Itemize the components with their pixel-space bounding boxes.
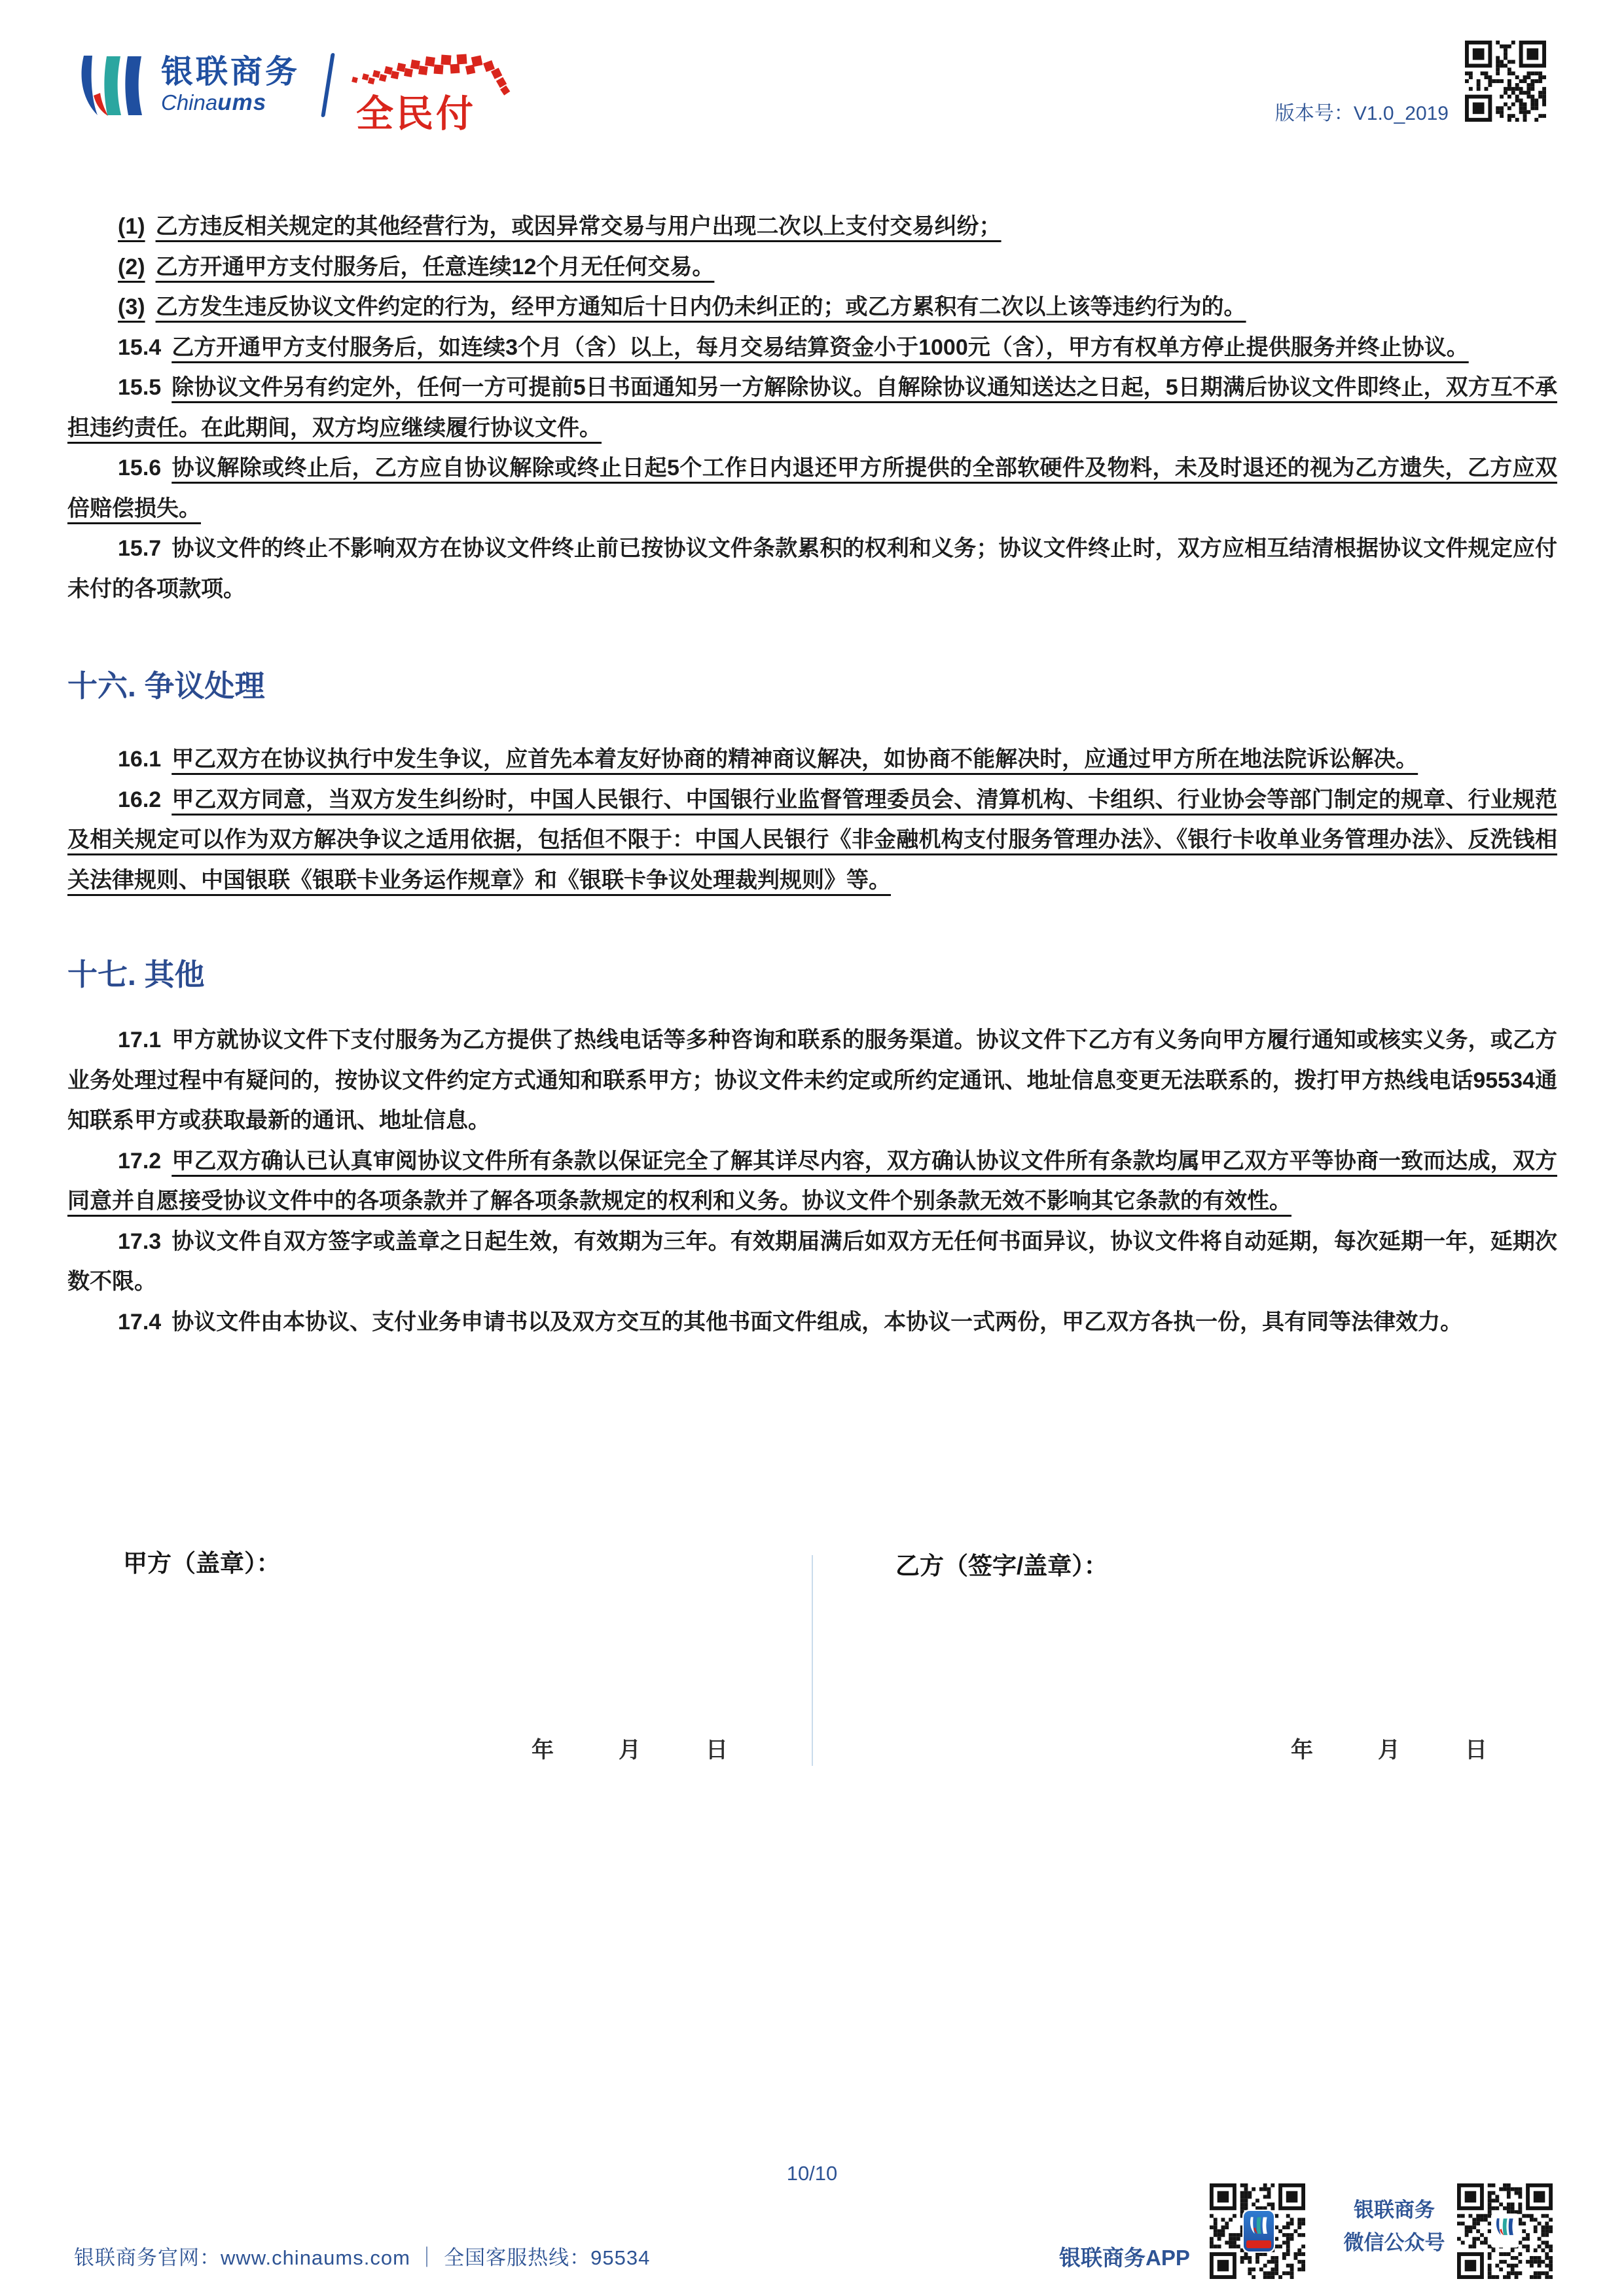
app-qr-label: 银联商务APP (1059, 2246, 1190, 2270)
clause-text: 协议文件自双方签字或盖章之日起生效，有效期为三年。有效期届满后如双方无任何书面异议，协议文件将自动延期，每次延期一年，延期次数不限。 (67, 1229, 1557, 1294)
clause-number: 16.2 (118, 787, 162, 812)
wechat-qr-code (1457, 2183, 1553, 2279)
clause-15-4 (67, 328, 1557, 368)
clause-text: 甲乙双方确认已认真审阅协议文件所有条款以保证完全了解其详尽内容，双方确认协议文件所有条款均属甲乙双方平等协商一致而达成，双方同意并自愿接受协议文件中的各项条款并了解各项条款规定的权利和义务。协议文件个别条款无效不影响其它条款的有效性。 (67, 1148, 1557, 1213)
contract-body (67, 207, 1557, 1342)
ums-logo-icon (73, 52, 151, 118)
clause-sub-1 (67, 207, 1557, 247)
clause-text: 甲乙双方在协议执行中发生争议，应首先本着友好协商的精神商议解决，如协商不能解决时，应通过甲方所在地法院诉讼解决。 (171, 747, 1418, 772)
day-label: 日 (1465, 1738, 1487, 1763)
month-label: 月 (619, 1738, 641, 1763)
clause-17-3 (67, 1222, 1557, 1302)
clause-text: 甲乙双方同意，当双方发生纠纷时，中国人民银行、中国银行业监督管理委员会、清算机构、卡组织、行业协会等部门制定的规章、行业规范及相关规定可以作为双方解决争议之适用依据，包括但不限于：中国人民银行《非金融机构支付服务管理办法》、《银行卡收单业务管理办法》、反洗钱相关法律规则、中国银联《银联卡业务运作规章》和《银联卡争议处理裁判规则》等。 (67, 787, 1557, 893)
day-label: 日 (706, 1738, 728, 1763)
clause-15-6 (67, 448, 1557, 529)
year-label: 年 (532, 1738, 554, 1763)
brand-name-cn: 银联商务 (161, 54, 300, 90)
clause-text: 乙方开通甲方支付服务后，如连续3个月（含）以上，每月交易结算资金小于1000元（含），甲方有权单方停止提供服务并终止协议。 (171, 334, 1469, 360)
footer-contact-line: 银联商务官网：www.chinaums.com ｜ 全国客服热线：95534 (74, 2246, 651, 2269)
app-qr-code (1210, 2183, 1305, 2279)
chinaums-logo (73, 50, 516, 135)
clause-text: 乙方发生违反协议文件约定的行为，经甲方通知后十日内仍未纠正的；或乙方累积有二次以上该等违约行为的。 (155, 295, 1246, 319)
party-b-sign-label: 乙方（签字/盖章）： (895, 1552, 1108, 1579)
clause-17-2 (67, 1141, 1557, 1222)
wechat-qr-label: 银联商务 微信公众号 (1343, 2198, 1445, 2254)
clause-16-1 (67, 740, 1557, 780)
app-icon (1242, 2210, 1275, 2253)
version-label: 版本号：V1.0_2019 (1274, 103, 1449, 124)
app-icon-banner (1246, 2240, 1271, 2248)
brand-name-en: Chinaums (161, 90, 267, 115)
quanminfu-logo (352, 50, 516, 135)
clause-number: 17.2 (118, 1148, 162, 1174)
party-b-date-line (1291, 1732, 1487, 1764)
month-label: 月 (1378, 1738, 1400, 1763)
clause-number: 15.5 (118, 375, 162, 400)
clause-text: 协议文件的终止不影响双方在协议文件终止前已按协议文件条款累积的权利和义务；协议文件终止时，双方应相互结清根据协议文件规定应付未付的各项款项。 (67, 536, 1557, 601)
clause-number: 16.1 (118, 747, 162, 772)
clause-text: 协议文件由本协议、支付业务申请书以及双方交互的其他书面文件组成，本协议一式两份，甲乙双方各执一份，具有同等法律效力。 (171, 1309, 1463, 1335)
clause-number: (3) (118, 295, 145, 319)
clause-number: 15.6 (118, 456, 162, 480)
version-qr-code (1465, 41, 1546, 122)
clause-sub-2 (67, 247, 1557, 288)
logo-divider (321, 53, 335, 117)
clause-sub-3 (67, 287, 1557, 328)
clause-text: 甲方就协议文件下支付服务为乙方提供了热线电话等多种咨询和联系的服务渠道。协议文件下乙方有义务向甲方履行通知或核实义务，或乙方业务处理过程中有疑问的，按协议文件约定方式通知和联系甲方；协议文件未约定或所约定通讯、地址信息变更无法联系的，拨打甲方热线电话95534通知联系甲方或获取最新的通讯、地址信息。 (67, 1028, 1557, 1133)
clause-text: 除协议文件另有约定外，任何一方可提前5日书面通知另一方解除协议。自解除协议通知送达之日起，5日期满后协议文件即终止，双方互不承担违约责任。在此期间，双方均应继续履行协议文件。 (67, 375, 1557, 440)
clause-number: (2) (118, 254, 145, 279)
section-17-heading: 十七. 其他 (67, 958, 205, 992)
clause-number: 17.3 (118, 1229, 162, 1254)
clause-15-7 (67, 529, 1557, 609)
product-name: 全民付 (356, 93, 477, 135)
party-a-date-line (532, 1732, 728, 1764)
clause-text: 乙方开通甲方支付服务后，任意连续12个月无任何交易。 (155, 254, 715, 279)
logo-text (161, 56, 300, 114)
clause-number: 17.1 (118, 1028, 162, 1052)
ums-logo-badge (1491, 2214, 1519, 2248)
signature-divider (812, 1555, 813, 1766)
clause-17-4 (67, 1302, 1557, 1343)
clause-17-1 (67, 1020, 1557, 1141)
clause-text: 乙方违反相关规定的其他经营行为，或因异常交易与用户出现二次以上支付交易纠纷； (155, 214, 1001, 239)
clause-15-5 (67, 368, 1557, 448)
clause-number: 17.4 (118, 1309, 162, 1335)
clause-number: 15.4 (118, 334, 162, 360)
clause-number: (1) (118, 214, 145, 239)
party-a-seal-label: 甲方（盖章）： (123, 1550, 281, 1577)
clause-number: 15.7 (118, 536, 162, 561)
page-number: 10/10 (786, 2162, 838, 2185)
clause-16-2 (67, 780, 1557, 901)
clause-text: 协议解除或终止后，乙方应自协议解除或终止日起5个工作日内退还甲方所提供的全部软硬件及物料，未及时退还的视为乙方遗失，乙方应双倍赔偿损失。 (67, 456, 1557, 521)
year-label: 年 (1291, 1738, 1313, 1763)
section-16-heading: 十六. 争议处理 (67, 669, 265, 703)
